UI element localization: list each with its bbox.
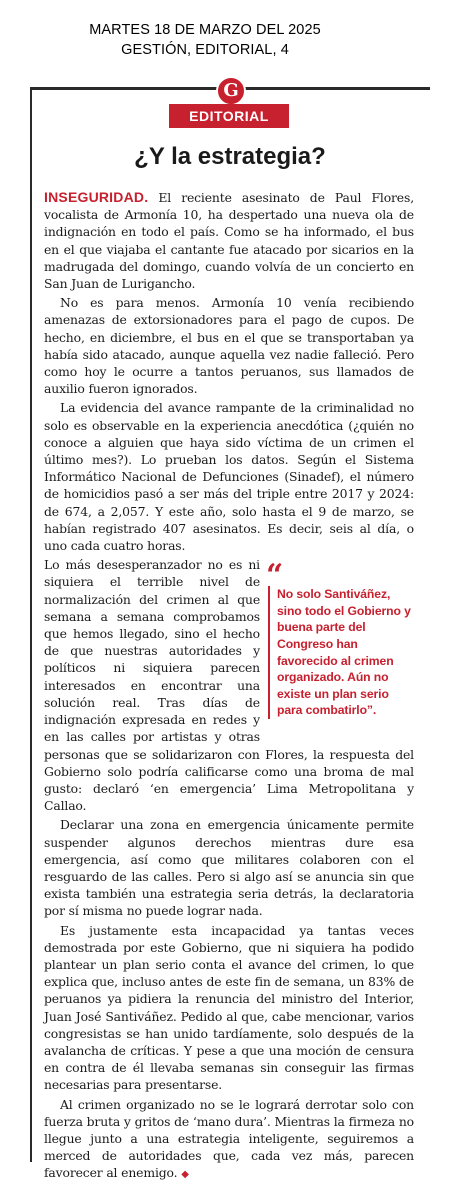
- quote-mark-icon: “: [266, 558, 284, 594]
- paragraph-7: [44, 1096, 414, 1184]
- date-line: MARTES 18 DE MARZO DEL 2025: [89, 22, 321, 38]
- page-header: [0, 20, 410, 60]
- section-badge: EDITORIAL: [169, 104, 289, 128]
- paragraph-3: La evidencia del avance rampante de la criminalidad no solo es observable en la experiencia anecdótica (¿quién no conoce a alguien que haya sido víctima de un crimen el último mes?). Lo prueban los datos. Según el Sistema Informático Nacional de Defunciones (Sinadef), el número de homicidios pasó a ser más del triple entre 2017 y 2024: de 674, a 2,057. Y este año, solo hasta el 9 de marzo, se habían registrado 407 asesinatos. Es decir, seis al día, o uno cada cuatro horas.: [44, 400, 414, 554]
- pull-quote-text: No solo Santiváñez, sino todo el Gobierno y buena parte del Congreso han favorecido al crimen organizado. Aún no existe un plan serio para combatirlo”.: [268, 586, 414, 719]
- gestion-logo-icon: G: [216, 76, 246, 106]
- paragraph-1: [44, 189, 414, 292]
- article-body: [44, 189, 414, 1186]
- source-line: GESTIÓN, EDITORIAL, 4: [121, 42, 289, 58]
- left-rule: [30, 87, 32, 1162]
- kicker: INSEGURIDAD.: [44, 189, 149, 205]
- paragraph-text: Al crimen organizado no se le logrará derrotar solo con fuerza bruta y gritos de ‘mano dura’. Mientras la firmeza no llegue junto a una estrategia inteligente, seguiremos a merced de autoridades que, cada vez más, parecen favorecer al enemigo.: [44, 1096, 414, 1181]
- paragraph-text: El reciente asesinato de Paul Flores, vocalista de Armonía 10, ha despertado una nueva ola de indignación en todo el país. Como se ha informado, el bus en el que viajaba el cantante fue atacado por sicarios en la madrugada del domingo, cuando volvía de un concierto en San Juan de Lurigancho.: [44, 190, 414, 292]
- end-mark-icon: ◆: [181, 1169, 189, 1181]
- article-title: ¿Y la estrategia?: [134, 143, 326, 170]
- paragraph-2: No es para menos. Armonía 10 venía recibiendo amenazas de extorsionadores para el pago de cupos. De hecho, en diciembre, el bus en el que se transportaban ya había sido atacado, aunque aquella vez nadie falleció. Pero como hoy le ocurre a tantos peruanos, sus llamados de auxilio fueron ignorados.: [44, 295, 414, 397]
- paragraph-6: Es justamente esta incapacidad ya tantas veces demostrada por este Gobierno, que ni siquiera ha podido plantear un plan serio conta el avance del crimen, lo que explica que, incluso antes de este fin de semana, un 83% de peruanos ya pidiera la renuncia del ministro del Interior, Juan José Santiváñez. Pedido al que, cabe mencionar, varios congresistas se han unido tardíamente, solo después de la avalancha de críticas. Y pese a que una moción de censura en contra de él llevaba semanas sin conseguir las firmas necesarias para presentarse.: [44, 922, 414, 1093]
- paragraph-text: Lo más desesperanzador no es ni siquiera el terrible nivel de normalización del crimen al que semana a semana comprobamos que hemos llegado, sino el hecho de que nuestras autoridades y políticos ni siquiera parecen interesados en encontrar una solución real. Tras días de indignación expresada en redes y en las calles por artistas y otras personas que se solidarizaron con Flores, la respuesta del Gobierno solo podría calificarse como una broma de mal gusto: declaró ‘en emergencia’ Lima Metropolitana y Callao.: [44, 557, 414, 814]
- pull-quote: [266, 558, 414, 723]
- paragraph-5: Declarar una zona en emergencia únicamente permite suspender algunos derechos mientras dure esa emergencia, así como que militares colaboren con el resguardo de las calles. Pero si algo así se anuncia sin que exista también una estrategia seria detrás, la declaratoria por sí misma no puede lograr nada.: [44, 817, 414, 919]
